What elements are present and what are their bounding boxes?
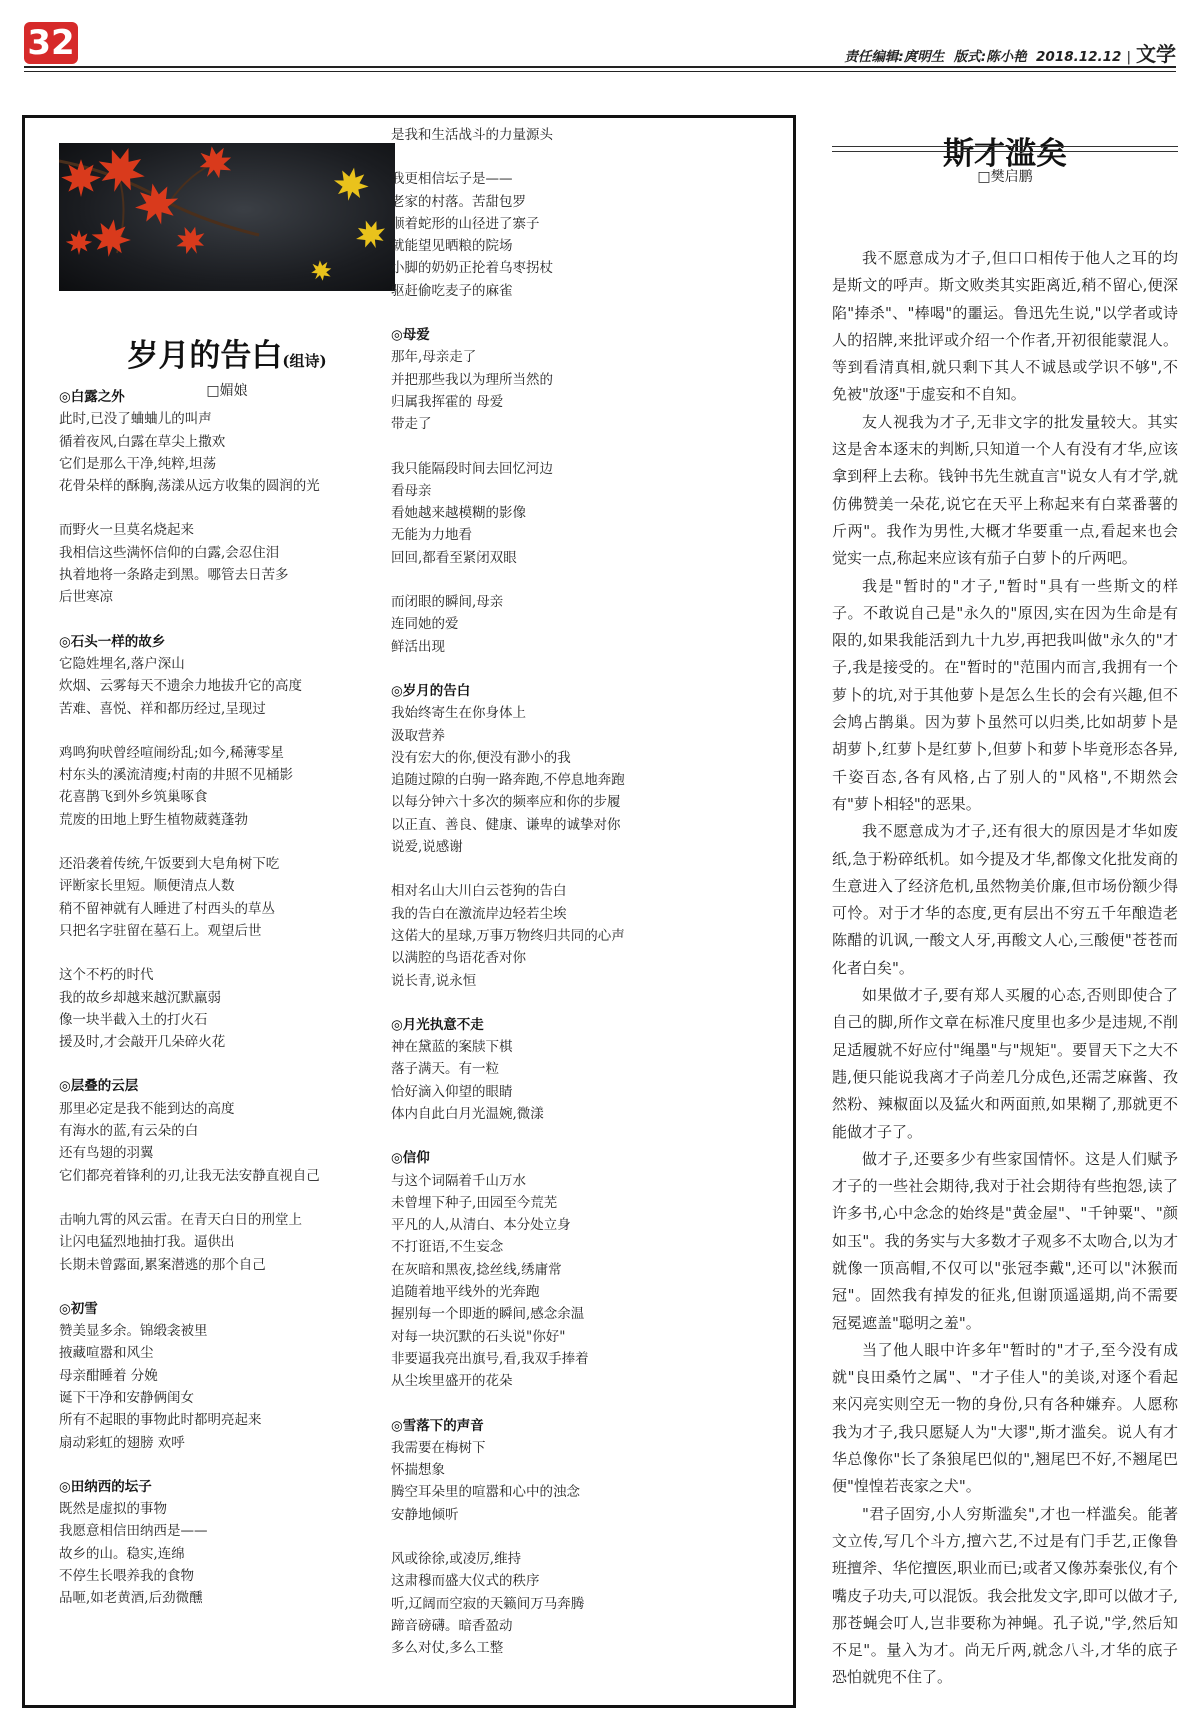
essay-paragraph: 做才子,还要多少有些家国情怀。这是人们赋予才子的一些社会期待,我对于社会期待有些抱怨,读了许多书,心中念念的始终是"黄金屋"、"千钟粟"、"颜如玉"。我的务实与大多数才子观多不太吻合,以为才就像一顶高帽,不仅可以"张冠李戴",还可以"沐猴而冠"。固然我有掉发的征兆,但谢顶遥遥期,尚不需要冠冕遮盖"聪明之羞"。: [832, 1149, 1178, 1332]
poem-line: 鸡鸣狗吠曾经喧闹纷乱;如今,稀薄零星: [59, 744, 284, 761]
poem-line: 援及时,才会敲开几朵碎火花: [59, 1034, 226, 1051]
poem-line: 说爱,说感谢: [391, 839, 463, 856]
poem-line: 它隐姓埋名,落户深山: [59, 655, 185, 672]
poem-section-heading: ◎层叠的云层: [59, 1078, 139, 1095]
poem-line: 带走了: [391, 416, 432, 433]
poem-line: 没有宏大的你,便没有渺小的我: [391, 749, 571, 766]
poetry-box: [22, 115, 796, 1708]
poem-column-left: [59, 386, 320, 1610]
stanza-gap: [59, 1276, 320, 1298]
essay-title: 斯才滥矣: [943, 136, 1067, 172]
poem-line: 苦难、喜悦、祥和都历经过,呈现过: [59, 700, 266, 717]
poem-line: 我的告白在激流岸边轻若尘埃: [391, 905, 567, 922]
poem-line: 鲜活出现: [391, 638, 445, 655]
poem-line: 此时,已没了蛐蛐儿的叫声: [59, 411, 212, 428]
stanza-gap: [391, 1526, 625, 1548]
poem-line: 归属我挥霍的 母爱: [391, 393, 504, 410]
poem-line: 不打诳语,不生妄念: [391, 1239, 504, 1256]
stanza-gap: [59, 1053, 320, 1075]
stanza-gap: [59, 831, 320, 853]
poem-section-heading: ◎白露之外: [59, 389, 125, 405]
poem-line: 无能为力地看: [391, 527, 472, 544]
poem-line: 看母亲: [391, 482, 432, 499]
poem-line: 稍不留神就有人睡进了村西头的草丛: [59, 900, 275, 917]
poem-line: 它们是那么干净,纯粹,坦荡: [59, 455, 217, 472]
poem-title-note: (组诗): [282, 352, 327, 370]
stanza-gap: [391, 1125, 625, 1147]
poem-line: 所有不起眼的事物此时都明亮起来: [59, 1412, 262, 1429]
header-rule: [24, 66, 1176, 68]
poem-section-heading: ◎信仰: [391, 1150, 430, 1167]
poem-line: 执着地将一条路走到黑。哪管去日苦多: [59, 567, 289, 584]
stanza-gap: [59, 1454, 320, 1476]
poem-line: 我只能隔段时间去回忆河边: [391, 460, 553, 477]
stanza-gap: [391, 858, 625, 880]
poem-line: 追随过隙的白驹一路奔跑,不停息地奔跑: [391, 772, 625, 789]
poem-section-heading: ◎初雪: [59, 1300, 98, 1317]
essay-paragraph: 当了他人眼中许多年"暂时的"才子,至今没有成就"良田桑竹之属"、"才子佳人"的美谈,对逐个看起来闪亮实则空无一物的身份,只有各种嫌弃。人愿称我为才子,我只愿疑人为"大谬",斯才滥矣。说人有才华总像你"长了条狼尾巴似的",翘尾巴不好,不翘尾巴便"惶惶若丧家之犬"。: [832, 1340, 1178, 1496]
poem-column-right: [391, 124, 625, 1660]
poem-line: 我需要在梅树下: [391, 1439, 486, 1456]
poem-line: 握别每一个即逝的瞬间,感念余温: [391, 1306, 585, 1323]
poem-section-heading: ◎田纳西的坛子: [59, 1478, 152, 1495]
poem-line: 汲取营养: [391, 727, 445, 744]
header-rule-thin: [24, 71, 1176, 72]
poem-line: 顺着蛇形的山径进了寨子: [391, 215, 540, 232]
poem-line: 体内自此白月光温婉,微漾: [391, 1105, 544, 1122]
poem-line: 这肃穆而盛大仪式的秩序: [391, 1573, 540, 1590]
poem-line: 我愿意相信田纳西是——: [59, 1523, 208, 1540]
poem-line: 多么对仗,多么工整: [391, 1640, 504, 1657]
poem-line: 在灰暗和黑夜,捻丝线,绣庸常: [391, 1261, 562, 1278]
poem-line: 掖藏喧嚣和风尘: [59, 1345, 154, 1362]
poem-line: 平凡的人,从清白、本分处立身: [391, 1217, 571, 1234]
poem-line: 而野火一旦莫名烧起来: [59, 522, 194, 539]
poem-line: 回回,都看至紧闭双眼: [391, 549, 517, 566]
poem-line: 那年,母亲走了: [391, 349, 477, 366]
poem-line: 风或徐徐,或凌厉,维持: [391, 1551, 522, 1568]
poem-section-heading: ◎月光执意不走: [391, 1016, 484, 1033]
poem-line: 村东头的溪流清瘦;村南的井照不见桶影: [59, 767, 294, 784]
stanza-gap: [59, 497, 320, 519]
poem-line: 腾空耳朵里的喧嚣和心中的浊念: [391, 1484, 580, 1501]
poem-line: 长期未曾露面,累案潜逃的那个自己: [59, 1256, 266, 1273]
poem-line: 我的故乡却越来越沉默羸弱: [59, 989, 221, 1006]
poem-section-heading: ◎岁月的告白: [391, 682, 471, 699]
page-number: 32: [24, 22, 78, 64]
stanza-gap: [391, 658, 625, 680]
essay-title-rule: [832, 146, 1178, 147]
stanza-gap: [59, 609, 320, 631]
poem-line: 老家的村落。苦甜包罗: [391, 193, 526, 210]
section-name: 文学: [1136, 42, 1176, 66]
poem-line: 以正直、善良、健康、谦卑的诚挚对你: [391, 816, 621, 833]
poem-line: 只把名字驻留在墓石上。观望后世: [59, 922, 262, 939]
poem-line: 故乡的山。稳实,连绵: [59, 1545, 185, 1562]
essay-author-rule: [832, 151, 1178, 152]
poem-line: 神在黛蓝的案牍下棋: [391, 1039, 513, 1056]
stanza-gap: [391, 302, 625, 324]
poem-line: 循着夜风,白露在草尖上撒欢: [59, 433, 226, 450]
stanza-gap: [59, 720, 320, 742]
poem-line: 赞美显多余。锦缎衾被里: [59, 1323, 208, 1340]
issue-date: 2018.12.12: [1036, 49, 1122, 65]
poem-line: 与这个词隔着千山万水: [391, 1172, 526, 1189]
poem-line: 以满腔的鸟语花香对你: [391, 950, 526, 967]
poem-title: [59, 330, 395, 375]
poem-line: 听,辽阔而空寂的天籁间万马奔腾: [391, 1595, 585, 1612]
poem-line: 相对名山大川白云苍狗的告白: [391, 883, 567, 900]
essay-paragraph: 我是"暂时的"才子,"暂时"具有一些斯文的样子。不敢说自己是"永久的"原因,实在因为生命是有限的,如果我能活到九十九岁,再把我叫做"永久的"才子,我是接受的。在"暂时的"范围内而言,我拥有一个萝卜的坑,对于其他萝卜是怎么生长的会有兴趣,但不会鸠占鹊巢。因为萝卜虽然可以归类,比如胡萝卜是胡萝卜,红萝卜是红萝卜,但萝卜和萝卜毕竟形态各异,千姿百态,各有风格,占了别人的"风格",不期然会有"萝卜相轻"的恶果。: [832, 576, 1178, 813]
poem-line: 花骨朵样的酥胸,荡漾从远方收集的圆润的光: [59, 478, 320, 495]
poem-line: 怀揣想象: [391, 1462, 445, 1479]
poem-line: 恰好滴入仰望的眼睛: [391, 1083, 513, 1100]
poem-line: 荒废的田地上野生植物葳蕤蓬勃: [59, 811, 248, 828]
essay-body: [832, 245, 1178, 1692]
poem-line: 炊烟、云雾每天不遗余力地拔升它的高度: [59, 678, 302, 695]
essay-paragraph: "君子固穷,小人穷斯滥矣",才也一样滥矣。能著文立传,写几个斗方,擅六艺,不过是有门手艺,正像鲁班擅斧、华佗擅医,职业而已;或者又像苏秦张仪,有个嘴皮子功夫,可以混饭。我会批发文字,即可以做才子,那苍蝇会叮人,岂非要称为神蝇。孔子说,"学,然后知不足"。量入为才。尚无斤两,就念八斗,才华的底子恐怕就兜不住了。: [832, 1504, 1178, 1687]
poem-line: 母亲酣睡着 分娩: [59, 1367, 158, 1384]
poem-line: 击响九霄的风云雷。在青天白日的刑堂上: [59, 1211, 302, 1228]
maple-leaves-image: [59, 143, 395, 291]
poem-line: 从尘埃里盛开的花朵: [391, 1373, 513, 1390]
stanza-gap: [391, 1393, 625, 1415]
poem-line: 驱赶偷吃麦子的麻雀: [391, 282, 513, 299]
poem-line: 有海水的蓝,有云朵的白: [59, 1123, 199, 1140]
poem-line: 落子满天。有一粒: [391, 1061, 499, 1078]
poem-line: 未曾埋下种子,田园至今荒芜: [391, 1194, 558, 1211]
poem-line: 像一块半截入土的打火石: [59, 1011, 208, 1028]
essay-paragraph: 如果做才子,要有郑人买履的心态,否则即使合了自己的脚,所作文章在标准尺度里也多少是违规,不削足适履就不好应付"绳墨"与"规矩"。要冒天下之大不韪,便只能说我离才子尚差几分成色,还需芝麻酱、孜然粉、辣椒面以及猛火和两面煎,如果糊了,那就更不能做才子了。: [832, 986, 1178, 1141]
poem-line: 让闪电猛烈地抽打我。逼供出: [59, 1234, 235, 1251]
stanza-gap: [59, 942, 320, 964]
poem-line: 追随着地平线外的光奔跑: [391, 1284, 540, 1301]
poem-line: 还沿袭着传统,午饭要到大皂角树下吃: [59, 856, 280, 873]
poem-line: 既然是虚拟的事物: [59, 1501, 167, 1518]
essay-paragraph: 我不愿意成为才子,但口口相传于他人之耳的均是斯文的呼声。斯文败类其实距离近,稍不留心,便深陷"捧杀"、"棒喝"的噩运。鲁迅先生说,"以学者或诗人的招牌,来批评或介绍一个作者,开初很能蒙混人。等到看清真相,就只剩下其人不诚恳或学识不够",不免被"放逐"于虚妄和不自知。: [832, 249, 1178, 404]
poem-line: 小脚的奶奶正抡着乌枣拐杖: [391, 260, 553, 277]
poem-line: 评断家长里短。顺便清点人数: [59, 878, 235, 895]
poem-line: 而闭眼的瞬间,母亲: [391, 594, 504, 611]
poem-title-text: 岁月的告白: [127, 338, 283, 374]
poem-line: 并把那些我以为理所当然的: [391, 371, 553, 388]
stanza-gap: [59, 1187, 320, 1209]
poem-line: 我相信这些满怀信仰的白露,会忍住泪: [59, 544, 280, 561]
poem-section-heading: ◎母爱: [391, 327, 430, 344]
poem-line: 诞下干净和安静俩闺女: [59, 1389, 194, 1406]
stanza-gap: [391, 146, 625, 168]
poem-line: 我更相信坛子是——: [391, 171, 513, 188]
stanza-gap: [391, 992, 625, 1014]
poem-line: 这偌大的星球,万事万物终归共同的心声: [391, 927, 625, 944]
stanza-gap: [391, 436, 625, 458]
poem-author: □媚娘: [206, 383, 248, 399]
poem-line: 扇动彩虹的翅膀 欢呼: [59, 1434, 185, 1451]
poem-section-heading: ◎石头一样的故乡: [59, 633, 166, 650]
poem-line: 以每分钟六十多次的频率应和你的步履: [391, 794, 621, 811]
poem-line: 品咂,如老黄酒,后劲微醺: [59, 1590, 203, 1607]
poem-line: 后世寒凉: [59, 589, 113, 606]
poem-line: 非要逼我亮出旗号,看,我双手捧着: [391, 1350, 589, 1367]
essay-paragraph: 友人视我为才子,无非文字的批发量较大。其实这是舍本逐末的判断,只知道一个人有没有才华,应该拿到秤上去称。钱钟书先生就直言"说女人有才学,就仿佛赞美一朵花,说它在天平上称起来有白菜番薯的斤两"。我作为男性,大概才华要重一点,看起来也会觉实一点,称起来应该有茄子白萝卜的斤两吧。: [832, 412, 1178, 568]
stanza-gap: [391, 569, 625, 591]
poem-line: 还有鸟翅的羽翼: [59, 1145, 154, 1162]
poem-line: 不停生长喂养我的食物: [59, 1568, 194, 1585]
essay-author: □樊启鹏: [977, 169, 1033, 185]
essay-paragraph: 我不愿意成为才子,还有很大的原因是才华如废纸,急于粉碎纸机。如今提及才华,都像文化批发商的生意进入了经济危机,虽然物美价廉,但市场份额少得可怜。对于才华的态度,更有层出不穷五千年酿造老陈醋的讥讽,一酸文人牙,再酸文人心,三酸便"苍苍而化者白矣"。: [832, 822, 1178, 977]
poem-line: 安静地倾听: [391, 1506, 459, 1523]
poem-line: 它们都亮着锋利的刃,让我无法安静直视自己: [59, 1167, 320, 1184]
poem-line: 这个不朽的时代: [59, 967, 154, 984]
poem-line: 就能望见晒粮的院场: [391, 238, 513, 255]
page-header: 责任编辑:庹明生 版式:陈小艳 2018.12.12 | 文学: [844, 42, 1176, 66]
poem-line: 看她越来越模糊的影像: [391, 505, 526, 522]
poem-line: 我始终寄生在你身体上: [391, 705, 526, 722]
poem-line: 对每一块沉默的石头说"你好": [391, 1328, 566, 1345]
poem-line: 是我和生活战斗的力量源头: [391, 127, 553, 143]
poem-section-heading: ◎雪落下的声音: [391, 1417, 484, 1434]
poem-line: 说长青,说永恒: [391, 972, 477, 989]
poem-line: 连同她的爱: [391, 616, 459, 633]
poem-line: 蹄音磅礴。暗香盈动: [391, 1617, 513, 1634]
poem-line: 那里必定是我不能到达的高度: [59, 1100, 235, 1117]
editor-credit: 责任编辑:庹明生: [844, 49, 945, 65]
poem-line: 花喜鹊飞到外乡筑巢啄食: [59, 789, 208, 806]
layout-credit: 版式:陈小艳: [953, 49, 1027, 65]
